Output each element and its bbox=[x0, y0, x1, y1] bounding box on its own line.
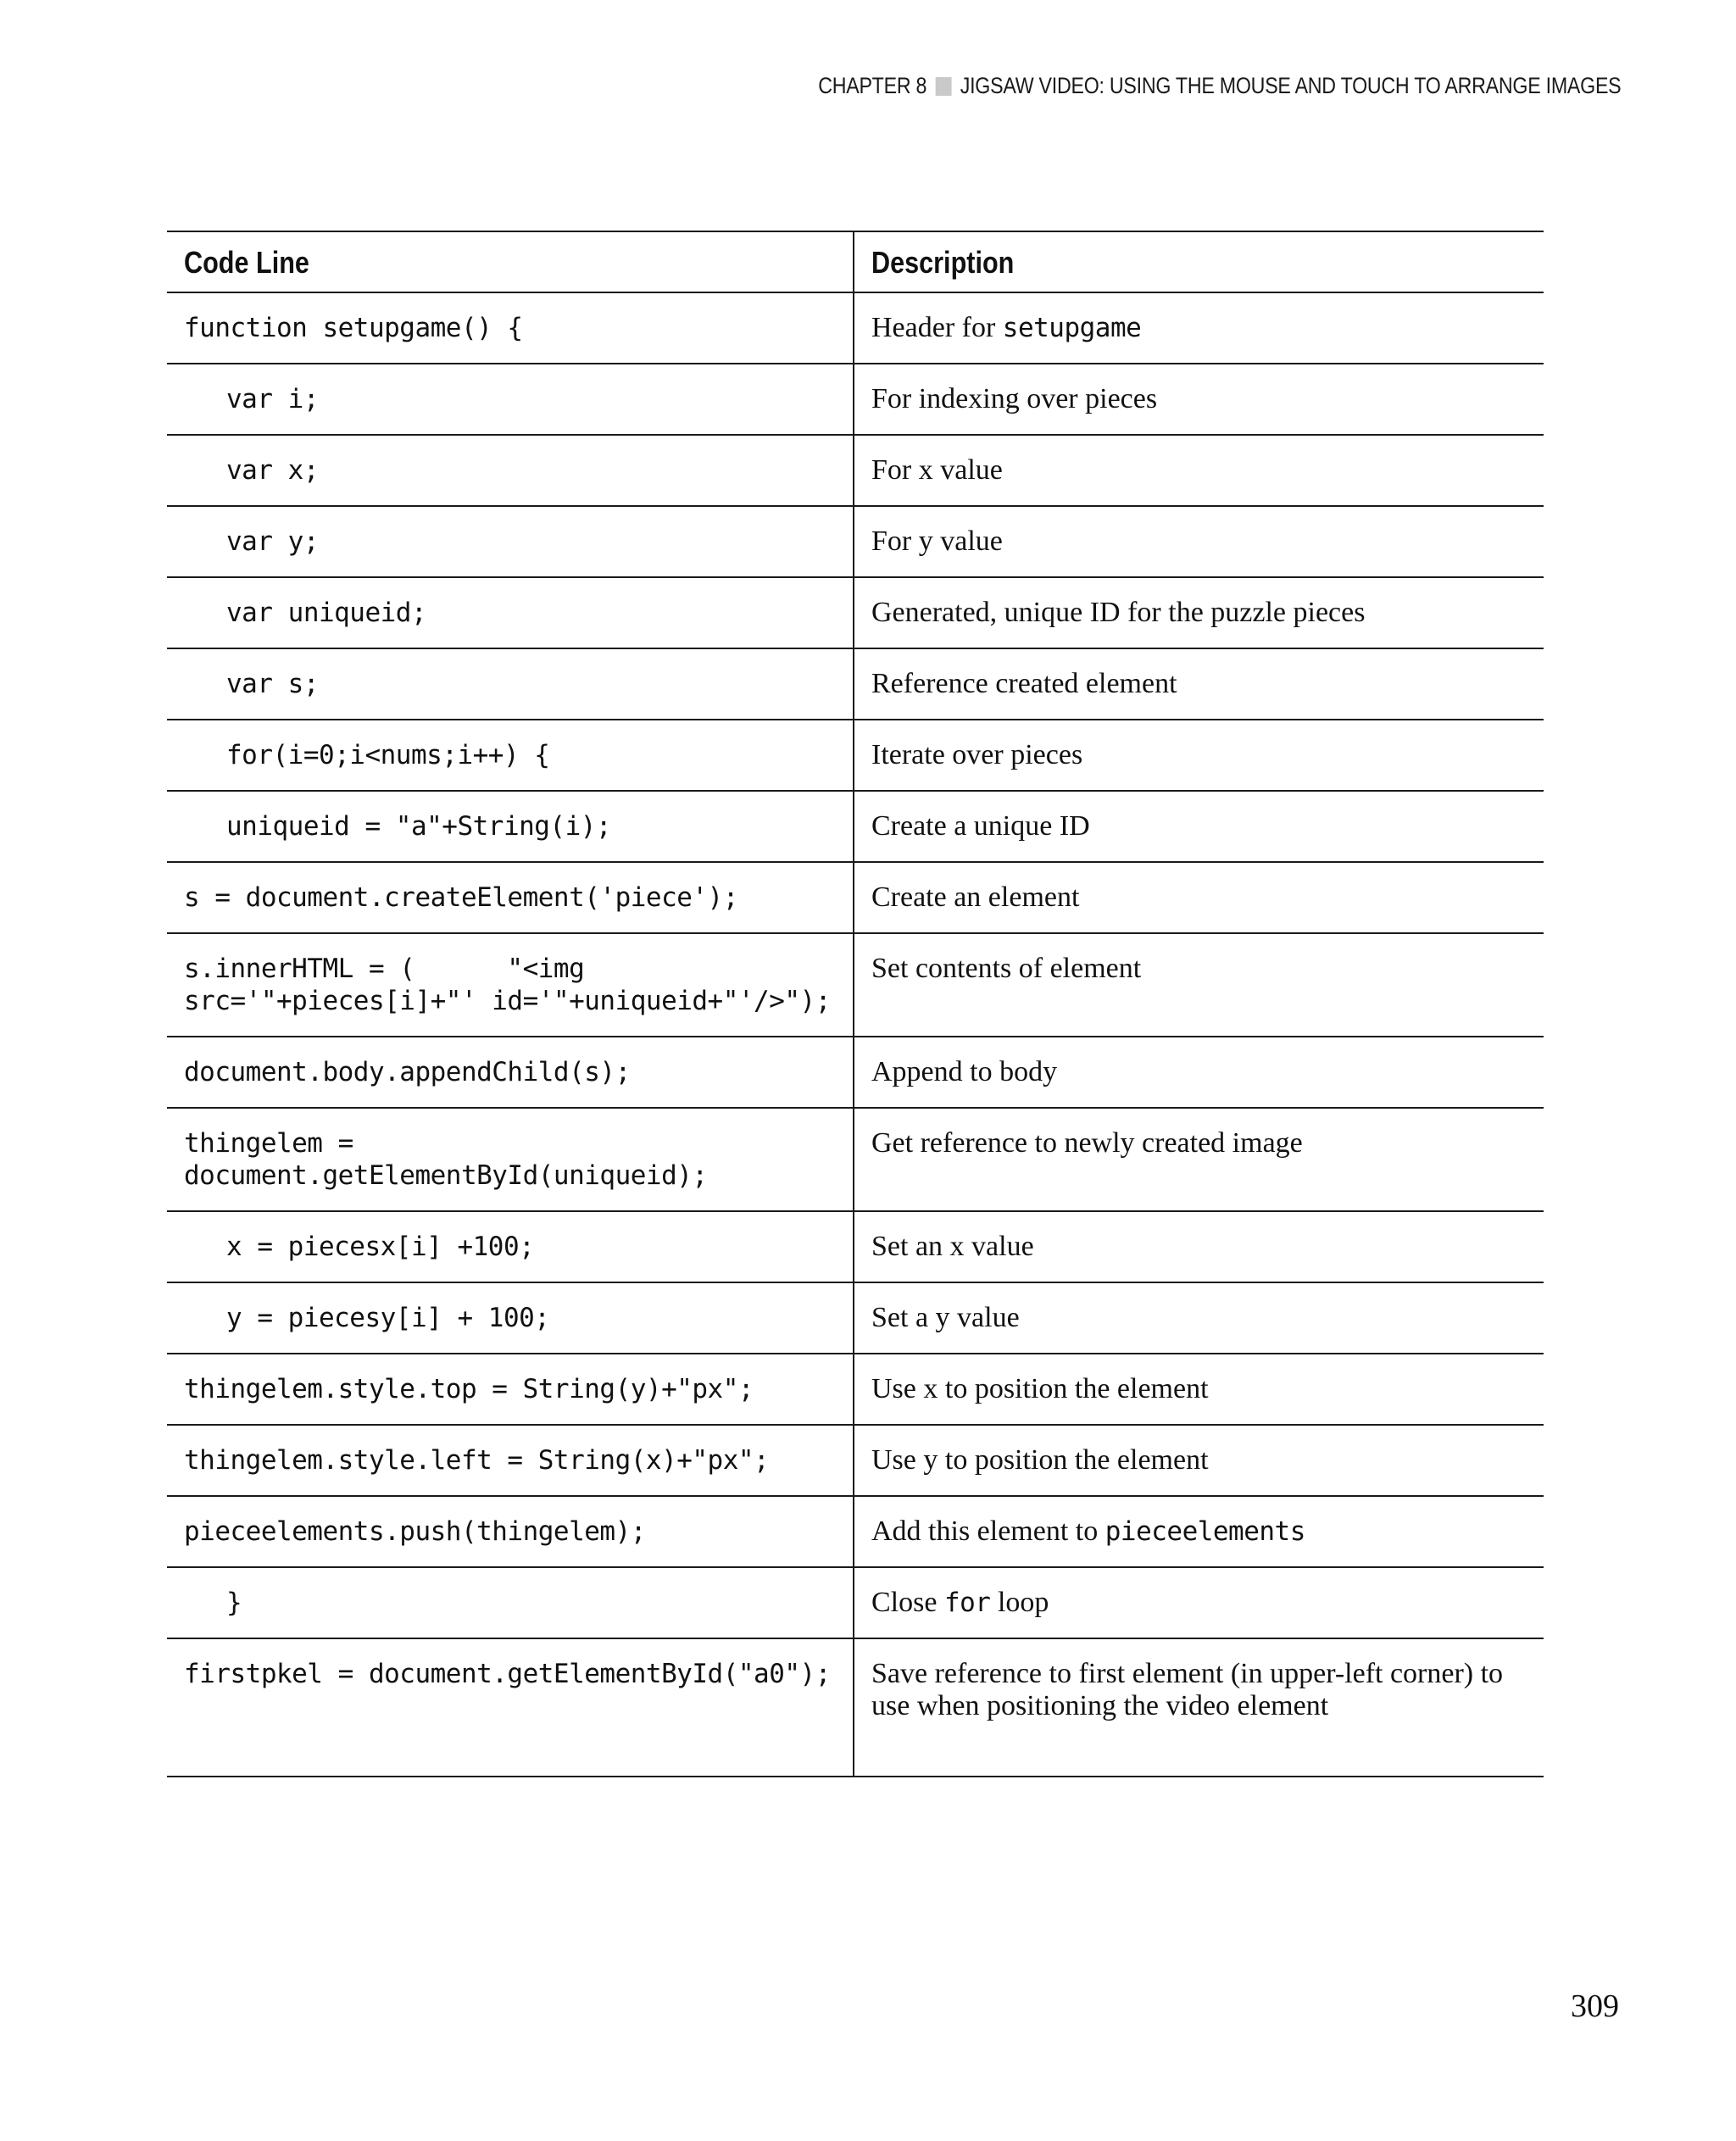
table-row bbox=[167, 364, 1544, 435]
table-row bbox=[167, 720, 1544, 791]
description-cell: Get reference to newly created image bbox=[871, 1127, 1303, 1159]
code-cell: var x; bbox=[226, 455, 319, 486]
description-cell: Iterate over pieces bbox=[871, 739, 1083, 770]
header-separator-square bbox=[935, 77, 951, 96]
table-row bbox=[167, 1282, 1544, 1354]
description-cell: For x value bbox=[871, 454, 1003, 486]
description-cell: Append to body bbox=[871, 1056, 1058, 1087]
code-description-table bbox=[167, 231, 1544, 1777]
table-row bbox=[167, 791, 1544, 862]
code-cell: var i; bbox=[226, 384, 319, 414]
table-row bbox=[167, 1567, 1544, 1638]
column-header-code-line: Code Line bbox=[167, 231, 854, 292]
description-cell: Create an element bbox=[871, 881, 1080, 913]
code-cell: y = piecesy[i] + 100; bbox=[226, 1303, 550, 1333]
code-cell: var s; bbox=[226, 669, 319, 699]
code-cell: thingelem.style.top = String(y)+"px"; bbox=[184, 1374, 754, 1404]
table-row bbox=[167, 435, 1544, 506]
description-cell: Use x to position the element bbox=[871, 1373, 1209, 1404]
code-cell: thingelem.style.left = String(x)+"px"; bbox=[184, 1445, 770, 1476]
description-cell: For indexing over pieces bbox=[871, 383, 1158, 414]
table-header-row bbox=[167, 231, 1544, 292]
page-number: 309 bbox=[1571, 1988, 1619, 2024]
code-cell: } bbox=[226, 1588, 242, 1618]
code-cell: s = document.createElement('piece'); bbox=[184, 882, 738, 913]
table-row bbox=[167, 862, 1544, 933]
code-cell: uniqueid = "a"+String(i); bbox=[226, 811, 612, 842]
code-cell: var uniqueid; bbox=[226, 598, 427, 628]
table-row bbox=[167, 1354, 1544, 1425]
description-cell: Set contents of element bbox=[871, 953, 1142, 984]
description-cell: Reference created element bbox=[871, 668, 1177, 699]
table-row bbox=[167, 292, 1544, 364]
table-row bbox=[167, 1108, 1544, 1211]
description-cell: Set a y value bbox=[871, 1302, 1020, 1333]
code-cell: pieceelements.push(thingelem); bbox=[184, 1516, 646, 1547]
table-row bbox=[167, 933, 1544, 1037]
description-cell: Save reference to first element (in upper-left corner) to use when positioning the video element bbox=[871, 1658, 1504, 1721]
table-row bbox=[167, 1037, 1544, 1108]
code-cell: thingelem = document.getElementById(uniqueid); bbox=[184, 1128, 708, 1191]
description-cell: Set an x value bbox=[871, 1231, 1034, 1262]
code-cell: x = piecesx[i] +100; bbox=[226, 1232, 535, 1262]
description-cell: Create a unique ID bbox=[871, 810, 1090, 842]
table-row bbox=[167, 1211, 1544, 1282]
description-cell: Close for loop bbox=[871, 1587, 1049, 1618]
description-cell: Header for setupgame bbox=[871, 312, 1142, 343]
table-row bbox=[167, 1638, 1544, 1777]
code-cell: var y; bbox=[226, 526, 319, 557]
code-cell: s.innerHTML = ( "<img src='"+pieces[i]+"' id='"+uniqueid+"'/>"); bbox=[184, 954, 831, 1016]
column-header-description: Description bbox=[854, 231, 1544, 292]
code-cell: document.body.appendChild(s); bbox=[184, 1057, 631, 1087]
table-row bbox=[167, 1496, 1544, 1567]
code-cell: firstpkel = document.getElementById("a0"); bbox=[184, 1659, 831, 1689]
table-row bbox=[167, 577, 1544, 648]
chapter-title: JIGSAW VIDEO: USING THE MOUSE AND TOUCH TO ARRANGE IMAGES bbox=[960, 73, 1621, 98]
running-header bbox=[818, 73, 1621, 99]
code-cell: function setupgame() { bbox=[184, 313, 523, 343]
description-cell: Use y to position the element bbox=[871, 1444, 1209, 1476]
description-cell: Add this element to pieceelements bbox=[871, 1515, 1305, 1547]
description-cell: For y value bbox=[871, 526, 1003, 557]
table-row bbox=[167, 648, 1544, 720]
table-row bbox=[167, 1425, 1544, 1496]
chapter-label: CHAPTER 8 bbox=[817, 73, 926, 98]
table-row bbox=[167, 506, 1544, 577]
description-cell: Generated, unique ID for the puzzle pieces bbox=[871, 597, 1366, 628]
code-cell: for(i=0;i<nums;i++) { bbox=[226, 740, 550, 770]
